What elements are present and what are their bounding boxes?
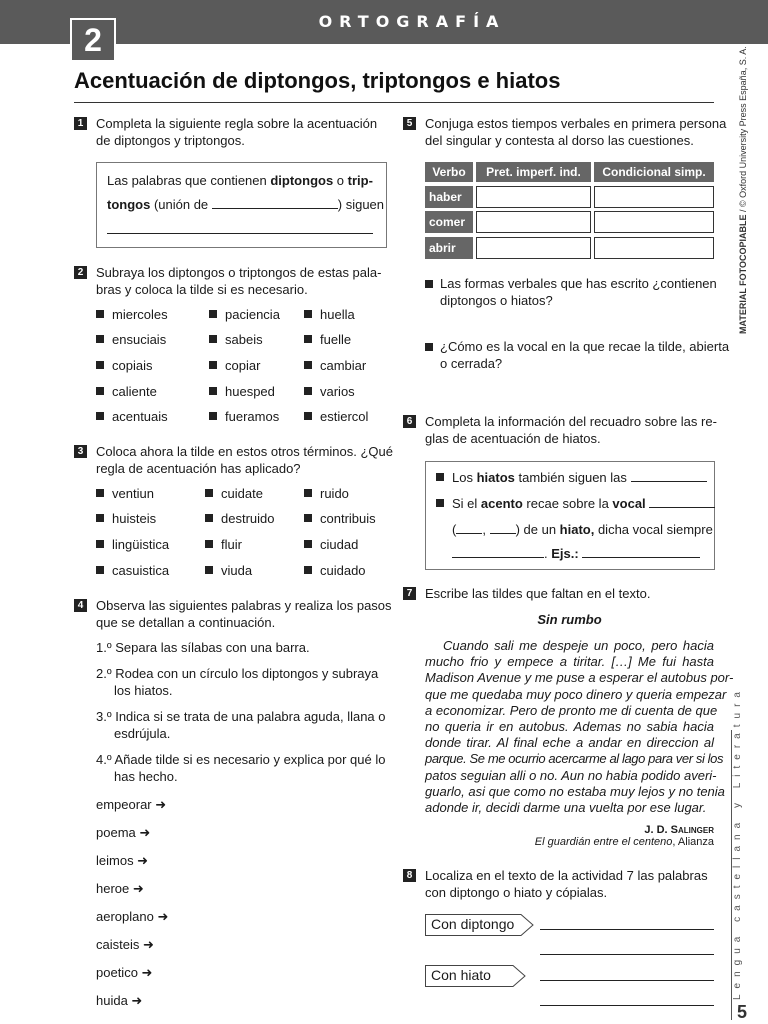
table-cell[interactable] [594,237,714,259]
bullet-square-icon [304,489,312,497]
word-text: contribuis [320,511,376,526]
exercise-number: 2 [74,266,87,279]
bullet-square-icon [304,310,312,318]
instruction-line: bras y coloca la tilde si es necesario. [96,281,308,297]
bullet-square-icon [96,540,104,548]
word-item [304,537,358,552]
bullet-square-icon [96,387,104,395]
bullet-square-icon [304,540,312,548]
tag-con-hiato [425,965,527,987]
word-text: varios [320,384,355,399]
rule-text: ) de un [515,522,560,537]
rule-line-1 [107,173,373,188]
word-item [96,511,156,526]
text-line: que me quedaba muy poco dinero y queria empezar [425,686,727,702]
word-text: huisteis [112,511,157,526]
text-title: Sin rumbo [537,612,602,627]
bullet-square-icon [205,489,213,497]
step-line: esdrújula. [114,725,171,741]
word-text: ruido [320,486,349,501]
word-text: cuidado [320,563,366,578]
table-row-label: haber [425,186,473,208]
bullet-square-icon [209,412,217,420]
instruction-line: que se detallan a continuación. [96,614,276,630]
word-text: copiar [225,358,261,373]
tag-label: Con diptongo [431,916,515,932]
bullet-square-icon [205,540,213,548]
table-row-label: comer [425,211,473,233]
exercise-number: 1 [74,117,87,130]
rule-text: ) siguen [337,197,385,212]
unit-number: 2 [70,18,116,62]
word-item [96,307,168,322]
rule-box-hiatos [425,461,715,570]
word-arrow-item: caisteis ➜ [96,937,154,952]
rule-text: también siguen las [514,470,627,485]
rule-text: Las palabras que contienen [107,173,271,188]
exercise-instruction [425,414,717,447]
rule-text: (unión de [150,197,212,212]
exercise-instruction [96,116,377,149]
source-publisher: , Alianza [672,836,714,848]
rule-line-2 [107,197,384,212]
word-item [304,332,351,347]
word-text: cuidate [221,486,263,501]
word-item [304,563,366,578]
word-item [304,384,355,399]
exercise-instruction [96,265,381,298]
bullet-square-icon [96,310,104,318]
bullet-square-icon [304,412,312,420]
word-text: ventiun [112,486,154,501]
text-line: a economizar. Pero de pronto me di cuenta de que [425,702,718,718]
instruction-line: glas de acentuación de hiatos. [425,430,601,446]
bullet-square-icon [96,489,104,497]
step-line: 1.º Separa las sílabas con una barra. [96,640,310,655]
answer-blank[interactable] [490,522,516,534]
exercise-instruction [96,444,393,477]
word-item [209,384,275,399]
page-title: Acentuación de diptongos, triptongos e hiatos [74,68,561,93]
bullet-square-icon [304,361,312,369]
instruction-line: Observa las siguientes palabras y realiza los pasos [96,598,392,613]
answer-blank[interactable] [582,546,700,558]
instruction-line: Completa la información del recuadro sobre las re- [425,414,717,429]
word-item [96,358,152,373]
word-arrow-item: heroe ➜ [96,881,144,896]
question-line: diptongos o hiatos? [440,292,553,308]
word-text: fuelle [320,332,352,347]
step-4 [96,752,385,785]
exercise-number: 8 [403,869,416,882]
text-line: parque. Se me ocurrio acercarme al lago para ver si los [425,751,724,767]
question-2 [425,339,729,372]
bullet-square-icon [205,566,213,574]
table-row-label: abrir [425,237,473,259]
word-text: ensuciais [112,332,167,347]
instruction-line: Coloca ahora la tilde en estos otros términos. ¿Qué [96,444,393,459]
text-line: mucho frio y empece a tiritar. […] Me fui hasta [425,654,714,670]
bullet-square-icon [425,343,433,351]
word-item [96,486,154,501]
word-text: paciencia [225,307,280,322]
exercise-instruction [425,868,708,901]
rule-keyword: vocal [612,496,646,511]
text-author: J. D. Salinger [644,824,714,836]
bullet-square-icon [304,387,312,395]
word-text: cambiar [320,358,367,373]
answer-blank[interactable] [649,496,715,508]
bullet-square-icon [96,361,104,369]
word-item [304,409,368,424]
word-text: caliente [112,384,157,399]
word-item [304,307,355,322]
question-line: Las formas verbales que has escrito ¿contienen [440,276,717,291]
bullet-square-icon [304,566,312,574]
instruction-line: del singular y contesta al dorso las cuestiones. [425,132,694,148]
word-item [209,358,260,373]
text-line: donde tirar. Al final eche a andar en direccion al [425,735,714,751]
bullet-square-icon [209,361,217,369]
word-item [205,486,263,501]
rule-text: . [544,546,552,561]
bullet-square-icon [96,514,104,522]
instruction-line: Escribe las tildes que faltan en el texto. [425,586,651,601]
exercise-number: 4 [74,599,87,612]
text-line: adonde ir, decidi darme una vuelta por ese lugar. [425,800,707,816]
instruction-line: regla de acentuación has aplicado? [96,460,301,476]
text-line: Cuando sali me despeje un poco, pero hacia [443,638,714,653]
rule-line-3 [452,522,713,537]
exercise-number: 3 [74,445,87,458]
exercise-number: 6 [403,415,416,428]
text-line: no queria ir en autobus. Ademas no sabia hacia [425,719,714,735]
step-3 [96,709,386,742]
word-text: acentuais [112,409,168,424]
answer-line[interactable] [107,233,373,234]
source-title: El guardián entre el centeno [534,836,673,848]
question-1 [425,276,717,309]
table-cell[interactable] [476,237,591,259]
word-text: destruido [221,511,275,526]
word-text: miercoles [112,307,168,322]
rule-text: recae sobre la [522,496,613,511]
word-arrow-item: empeorar ➜ [96,797,167,812]
step-2 [96,666,378,699]
bullet-square-icon [436,499,444,507]
word-item [205,511,274,526]
rule-keyword: acento [480,496,523,511]
exercise-number: 7 [403,587,416,600]
word-arrow-item: poetico ➜ [96,965,153,980]
section-title: ORTOGRAFÍA [318,12,506,31]
step-1 [96,640,310,657]
bullet-square-icon [209,335,217,343]
page-number: 5 [737,1002,748,1022]
rule-text: ( [452,522,457,537]
text-source [425,836,714,848]
bullet-square-icon [96,335,104,343]
step-line: los hiatos. [114,682,173,698]
bullet-square-icon [96,412,104,420]
word-item [96,384,157,399]
rule-keyword: Ejs.: [551,546,579,561]
word-item [209,409,279,424]
copyright-bold: MATERIAL FOTOCOPIABLE [738,214,748,334]
word-text: huesped [225,384,275,399]
answer-blank[interactable] [456,522,482,534]
table-header: Condicional simp. [594,162,714,182]
copyright-rest: / © Oxford University Press España, S. A. [738,46,748,215]
word-text: ciudad [320,537,359,552]
word-arrow-item: aeroplano ➜ [96,909,169,924]
word-text: huella [320,307,355,322]
rule-keyword: hiatos [476,470,515,485]
table-cell[interactable] [594,186,714,208]
answer-line[interactable] [540,929,714,930]
word-item [304,511,376,526]
instruction-line: con diptongo o hiato y cópialas. [425,884,608,900]
copyright-note [738,46,748,334]
text-body [425,638,734,816]
word-text: copiais [112,358,153,373]
instruction-line: Completa la siguiente regla sobre la acentuación [96,116,378,131]
instruction-line: de diptongos y triptongos. [96,132,245,148]
table-cell[interactable] [476,186,591,208]
word-text: lingüistica [112,537,170,552]
answer-blank[interactable] [631,470,707,482]
exercise-instruction [425,586,650,603]
table-header: Pret. imperf. ind. [476,162,591,182]
rule-box-diptongos [96,162,387,248]
rule-keyword: tongos [107,197,151,212]
word-text: sabeis [225,332,263,347]
rule-keyword: trip- [347,173,373,188]
title-rule [74,102,714,103]
exercise-instruction [425,116,726,149]
instruction-line: Subraya los diptongos o triptongos de estas pala- [96,265,382,280]
step-line: 2.º Rodea con un círculo los diptongos y subraya [96,666,379,681]
bullet-square-icon [436,473,444,481]
tag-con-diptongo [425,914,535,936]
word-arrow-item: leimos ➜ [96,853,149,868]
step-line: 3.º Indica si se trata de una palabra aguda, llana o [96,709,386,724]
rule-line-2 [436,496,715,511]
word-text: fueramos [225,409,280,424]
answer-line[interactable] [540,1005,714,1006]
word-item [205,563,252,578]
word-item [96,332,166,347]
word-text: estiercol [320,409,369,424]
word-text: casuistica [112,563,170,578]
instruction-line: Conjuga estos tiempos verbales en primera persona [425,116,727,131]
exercise-instruction [96,598,392,631]
instruction-line: Localiza en el texto de la actividad 7 las palabras [425,868,708,883]
word-item [209,307,280,322]
step-line: has hecho. [114,768,178,784]
word-item [304,486,349,501]
word-text: viuda [221,563,253,578]
word-arrow-item: poema ➜ [96,825,151,840]
question-line: ¿Cómo es la vocal en la que recae la tilde, abierta [440,339,730,354]
exercise-number: 5 [403,117,416,130]
answer-blank[interactable] [452,546,544,558]
word-item [96,409,168,424]
text-line: patos seguian alli o no. Aun no habia podido averi- [425,767,717,783]
rule-line-1 [436,470,707,485]
bullet-square-icon [209,310,217,318]
bullet-square-icon [209,387,217,395]
text-line: Madison Avenue y me puse a esperar el autobus por- [425,670,734,686]
bullet-square-icon [425,280,433,288]
bullet-square-icon [96,566,104,574]
rule-text: , [482,522,490,537]
table-cell[interactable] [476,211,591,233]
word-arrow-item: huida ➜ [96,993,143,1008]
word-item [205,537,242,552]
answer-blank[interactable] [212,197,338,209]
word-item [96,537,169,552]
rule-keyword: hiato, [559,522,595,537]
word-item [96,563,169,578]
table-cell[interactable] [594,211,714,233]
bullet-square-icon [205,514,213,522]
question-line: o cerrada? [440,355,503,371]
word-item [304,358,366,373]
step-line: 4.º Añade tilde si es necesario y explica por qué lo [96,752,386,767]
book-title: Lengua castellana y Literatura [732,686,743,1000]
rule-text: dicha vocal siempre [594,522,713,537]
text-line: guarlo, asi que como no estaba muy lejos y no tenia [425,783,725,799]
bullet-square-icon [304,335,312,343]
rule-keyword: diptongos [270,173,334,188]
rule-text: Si el [452,496,481,511]
word-text: fluir [221,537,242,552]
rule-text: Los [452,470,477,485]
table-header: Verbo [425,162,473,182]
bullet-square-icon [304,514,312,522]
rule-line-4 [452,546,700,561]
answer-line[interactable] [540,980,714,981]
answer-line[interactable] [540,954,714,955]
tag-label: Con hiato [431,967,491,983]
word-item [209,332,263,347]
rule-text: o [333,173,348,188]
